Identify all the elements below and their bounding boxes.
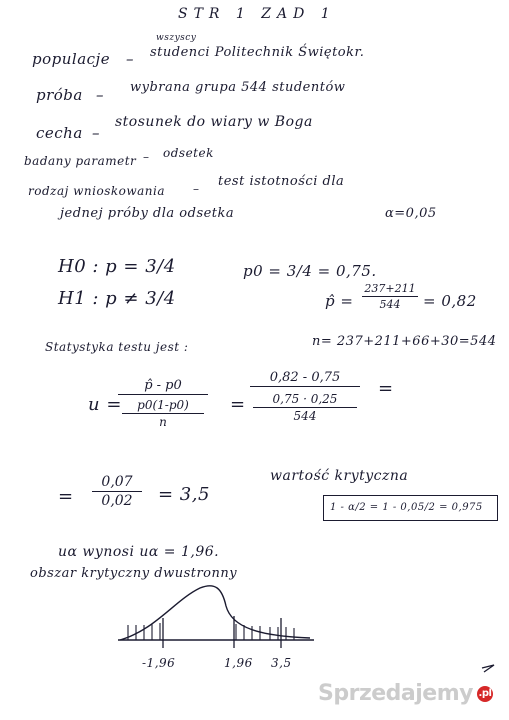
dash: – <box>92 124 100 142</box>
watermark-logo <box>318 681 493 706</box>
n-sum: n= 237+211+66+30=544 <box>312 334 497 349</box>
equals-sign: = <box>378 378 394 399</box>
value-inference: test istotności dla <box>218 174 345 189</box>
value-feature: stosunek do wiary w Boga <box>115 114 313 130</box>
tick-label-neg: -1,96 <box>142 656 176 670</box>
p0-value: p0 = 3/4 = 0,75. <box>243 262 377 280</box>
u-alpha-value: uα wynosi uα = 1,96. <box>58 544 220 560</box>
insert-note: wszyscy <box>156 33 197 43</box>
statistic-label: Statystyka testu jest : <box>45 340 189 354</box>
phat-numerator: 237+211 <box>364 282 416 295</box>
equals-sign: = <box>230 394 246 415</box>
phat-value: = 0,82 <box>423 292 477 310</box>
statistic-result: = 3,5 <box>158 484 210 505</box>
critical-value-label: wartość krytyczna <box>270 468 409 484</box>
u-numerator: p̂ - p0 <box>144 378 182 393</box>
null-hypothesis: H0 : p = 3/4 <box>58 256 176 277</box>
tick-label-pos: 1,96 <box>224 656 253 670</box>
test-description: jednej próby dla odsetka <box>60 206 235 221</box>
sub-den-numerator: 0,75 · 0,25 <box>272 392 338 406</box>
result-numerator: 0,07 <box>101 474 133 490</box>
term-sample: próba <box>36 86 83 104</box>
dash: – <box>96 86 104 104</box>
equals-sign: = <box>58 486 74 507</box>
term-inference: rodzaj wnioskowania <box>28 184 166 198</box>
page-title: STR 1 ZAD 1 <box>178 6 336 22</box>
phat-denominator: 544 <box>379 298 401 311</box>
left-hatch <box>128 623 160 640</box>
dash: – <box>193 182 200 196</box>
u-lhs: u = <box>88 394 122 415</box>
dash: – <box>143 150 150 164</box>
term-population: populacje <box>32 50 111 68</box>
u-den-denominator: n <box>159 415 167 429</box>
u-den-numerator: p0(1-p0) <box>137 398 189 412</box>
alpha-level: α=0,05 <box>385 206 437 221</box>
critical-quantile: 1 - α/2 = 1 - 0,05/2 = 0,975 <box>330 502 483 513</box>
value-parameter: odsetek <box>163 146 214 160</box>
sub-numerator: 0,82 - 0,75 <box>269 370 341 385</box>
next-page-arrow <box>482 665 494 672</box>
dash: – <box>126 50 134 68</box>
result-denominator: 0,02 <box>101 493 133 509</box>
critical-region-label: obszar krytyczny dwustronny <box>30 566 238 581</box>
tick-label-stat: 3,5 <box>271 656 292 670</box>
sub-den-denominator: 544 <box>293 409 317 423</box>
phat-lhs: p̂ = <box>325 292 354 310</box>
value-population: studenci Politechnik Świętokr. <box>150 45 365 60</box>
term-parameter: badany parametr <box>24 154 137 168</box>
value-sample: wybrana grupa 544 studentów <box>130 80 346 95</box>
watermark-brand: Sprzedajemy <box>318 681 473 706</box>
watermark-tld: .pl <box>477 686 493 702</box>
alternative-hypothesis: H1 : p ≠ 3/4 <box>58 288 176 309</box>
term-feature: cecha <box>36 124 83 142</box>
